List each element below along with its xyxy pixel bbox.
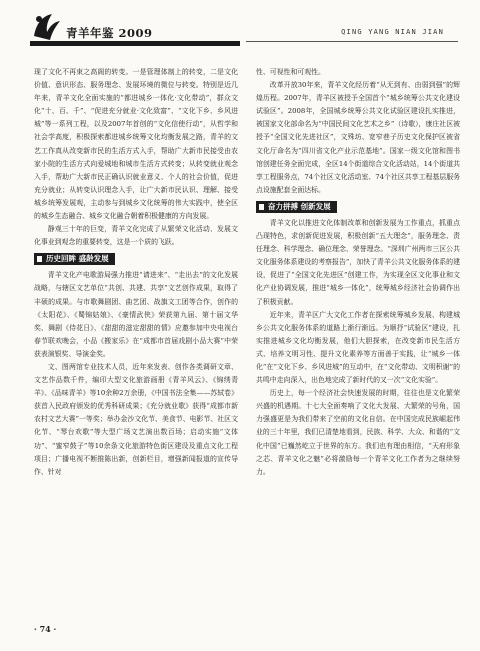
page-header: [0, 0, 480, 62]
paragraph: 静观三十年的巨变，青羊文化完成了从繁荣文化活动、发展文化事业到观念的重要转变，这是一个质的飞跃。: [34, 225, 238, 247]
yearbook-title: 青羊年鉴 2009: [66, 26, 153, 40]
paragraph: 改革开放30年来，青羊文化经历着“从无到有、由弱到强”的辉煌历程。2007年，青羊区被授予全国首个“城乡统筹公共文化建设试验区”。2008年，全国城乡统筹公共文化试验区建设扎实推进，被国家文化部命名为“中国民间文化艺术之乡”（诗歌），康庄社区被授予“全国文化先进社区”，文殊坊、宽窄巷子历史文化保护区被省文化厅命名为“四川省文化产业示范基地”。国家一级文化馆和图书馆创建任务全面完成，全区14个街道综合文化活动站，14个街道共享工程服务点，74个社区文化活动室、74个社区共享工程基层服务点设施配套全面达标。: [256, 81, 460, 194]
paragraph: 性、可视性和可观性。: [256, 68, 325, 76]
left-column: [34, 66, 238, 479]
section-heading-label: 历史回眸 盛龄发展: [34, 253, 115, 265]
yearbook-logo-icon: [30, 10, 64, 44]
page-number: · 74 ·: [34, 624, 57, 634]
header-rule-thin: [246, 41, 458, 42]
paragraph: 现了文化不再束之高阁的转变。一是管理体制上的转变，二是文化价值、意识形态、服务理念、发展环境的微位与转变。特别是近几年来，青羊文化全面实施的“都进城乡一体化·文化带动”，群众文化“十、百、千”、“促进充分就业·文化致富”、“文化下乡、乡风进城”等一系列工程，以及2007年首创的“文化信使行动”，从哲学和社会学高度，积极探索都进城乡统筹文化均衡发展之路，青羊的文艺工作真从改变新市民的生活方式入手，帮助广大新市民接受由农家小院的生活方式向爱城地和城市生活方式转变；从转变就业观念入手，帮助广大新市民正确认识就业意义、个人的社会价值，促进充分就业；从转变认识理念入手，让广大新市民认识、理解、接受城乡统筹发展观，主动参与到城乡文化统筹的伟大实践中，使全区的城乡生态融合、城乡文化融合朝着积极健康的方向发展。: [34, 68, 238, 221]
section-heading: [34, 253, 238, 265]
paragraph: 近年来，青羊区广大文化工作者在探索统筹城乡发展、构建城乡公共文化服务体系的道路上渐行渐远。为顺抒“试验区”建设，扎实推进城乡文化均衡发展，他们大胆探索，在改变新市民生活方式、培养文明习性、提升文化素养等方面善于实践，让“城乡一体化”在“文化下乡、乡风进城”的互动中，在“文化带动、文明积谢”的共鸣中走向深入，出色地完成了新时代的又一次“文化实验”。: [256, 310, 460, 385]
section-heading: [256, 201, 460, 213]
right-column: [256, 66, 460, 479]
header-rule-thick: [30, 41, 240, 46]
paragraph: 历史上，每一个经济社会快速发展的时期，往往也是文化繁荣兴盛的机遇期。十七大全面奏响了文化大发展、大繁荣的号角，国力强盛更是为我们带来了空前的文化自信。在中国完成民族崛起伟业的三十年里，我们已清楚地看到，民族、科学、大众、和谐的“文化中国”已巍然屹立于世界的东方。我们也有理由相信，“天府形象之芯、青羊文化之魅”必将激励每一个青羊文化工作者为之继续努力。: [256, 389, 460, 476]
section-heading-label: 奋力拼搏 创新发展: [256, 201, 337, 213]
paragraph: 青羊文化产电歌游局强力推进“请进来”、“走出去”的文化发展战略，与辖区文艺单位“共创、共建、共享”文艺创作成果，取得了丰硕的成果。与市歌舞剧团、曲艺团、战旗文工团等合作，创作的《太阳花》、《蜀锦姑娘》、《豪情武侠》荣获第九届、第十届文华奖、舞剧《侍花日》、《甜甜的滋定甜甜的情》应邀参加中央电视台春节联欢晚会，小品《搬家乐》在“成都市首届戏剧小品大赛”中荣获表演银奖、导演金奖。: [34, 271, 238, 358]
paragraph: 青羊文化以推进文化体制改革和创新发展为工作重点，抓重点凸现特色，求创新促进发展，积极创新“五大理念”，服务理念、责任理念、科学理念、确位理念、荣誉理念。“深圳广州两市三区公共文化服务体系建设的考察报告”，加快了青羊公共文化服务体系的建设，促进了“全国文化先进区”创建工作，为实现全区文化事业和文化产业协调发展，推进“城乡一体化”，统筹城乡经济社会协调作出了积极贡献。: [256, 218, 460, 306]
paragraph: 文、图两馆专业技术人员，近年来发表、创作各类调研文章、文艺作品数千件，编印大型文化旅游画册《青羊风云》、《锦绣青羊》、《品味青羊》等10余种2万余册，《中国书法全集——苏轼卷》获首入民政府颁发的优秀科研成果；《充分就业歌》获得“成都市新农村文艺大赛”一等奖；举办金沙文化节、美食节、电影节、社区文化节、“琴台欢歌”等大型广场文艺演出数百场；启动实施“文体功”、“蜜窄鼓子”等10余条文化旅游特色街区建设及重点文化工程项目；广播电视不断推陈出新，创新栏目，增强新闻报道的宣传导作、针对: [34, 362, 238, 476]
yearbook-pinyin: QING YANG NIAN JIAN: [341, 28, 444, 36]
